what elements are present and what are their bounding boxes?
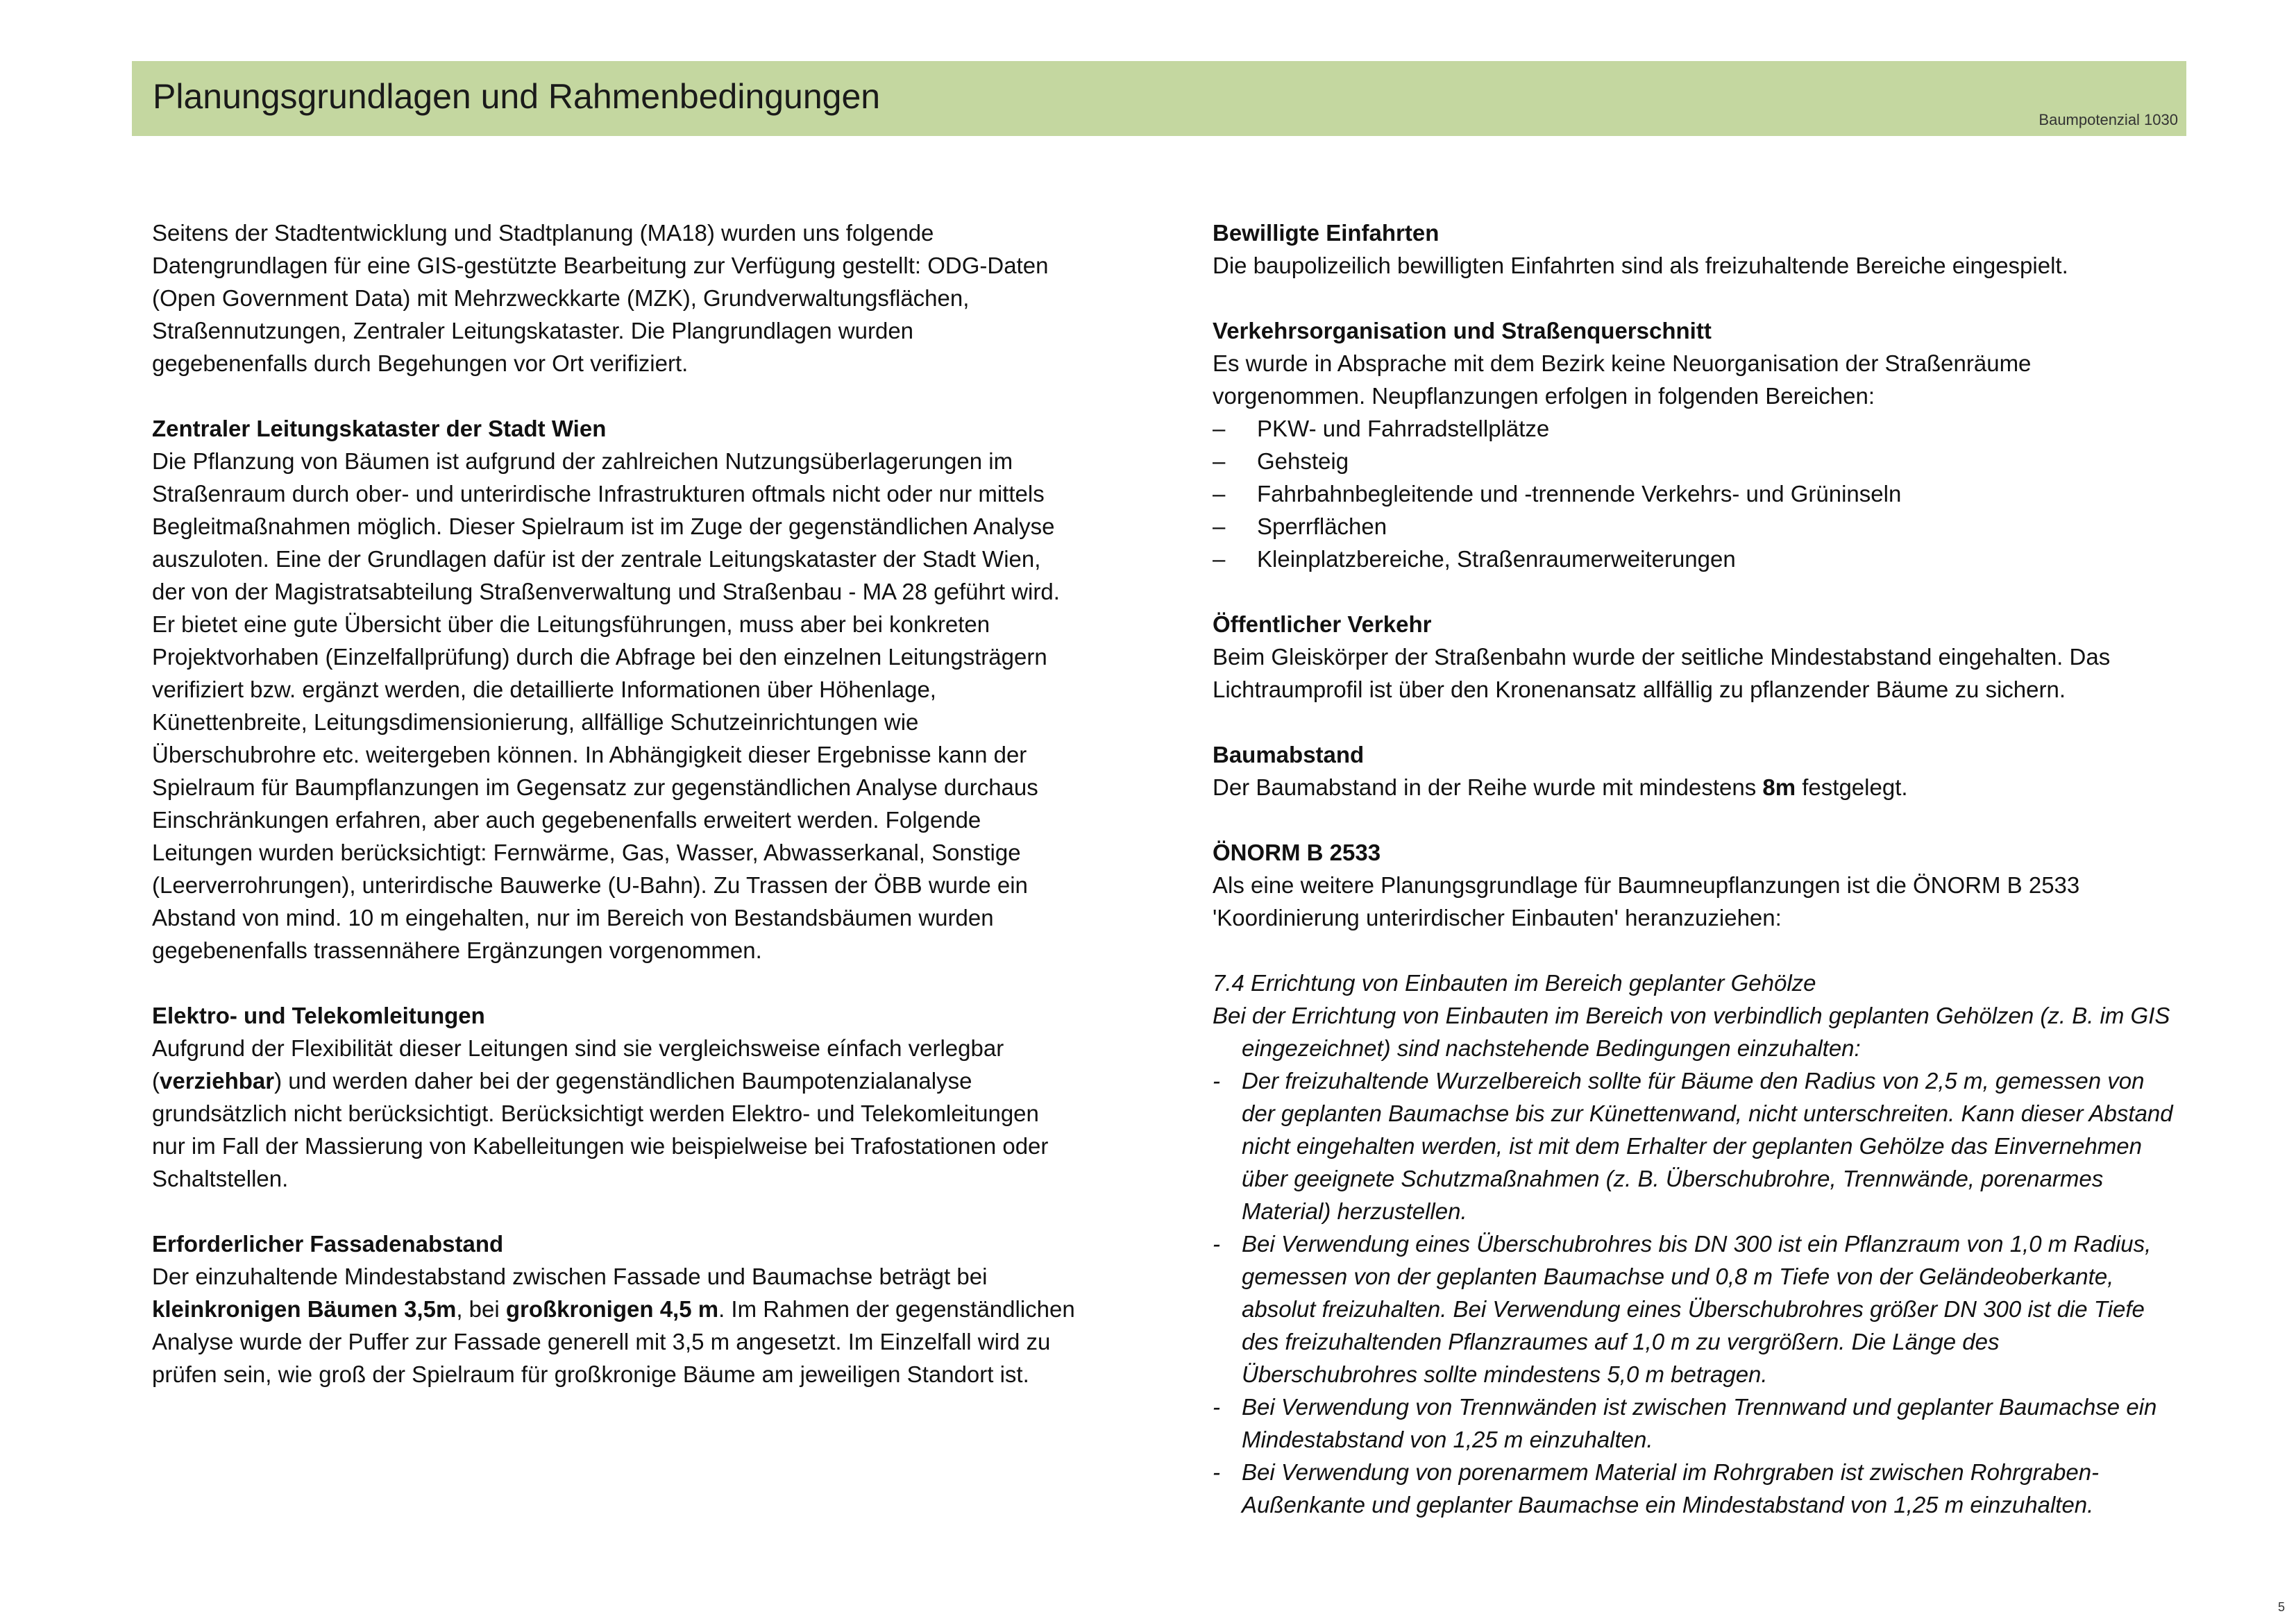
heading-fassadenabstand: Erforderlicher Fassadenabstand: [152, 1231, 504, 1257]
heading-oenorm: ÖNORM B 2533: [1213, 840, 1381, 865]
bold-grosskronig: großkronigen 4,5 m: [505, 1296, 719, 1322]
heading-oeffentlicher-verkehr: Öffentlicher Verkehr: [1213, 611, 1432, 637]
quote-item: - Bei Verwendung eines Überschubrohres bis DN 300 ist ein Pflanzraum von 1,0 m Radius, gemessen von der geplanten Baumachse und 0,8 m Tiefe von der Geländeoberkante, absolut freizuhalten. Bei Verwendung eines Überschubrohres größer DN 300 ist die Tiefe des freizuhaltenden Pflanzraumes auf 1,0 m zu vergrößern. Die Länge des Überschubrohres sollte mindestens 5,0 m betragen.: [1213, 1231, 2152, 1387]
quote-item: - Der freizuhaltende Wurzelbereich sollte für Bäume den Radius von 2,5 m, gemessen von der geplanten Baumachse bis zur Künettenwand, nicht unterschreiten. Kann dieser Abstand nicht eingehalten werden, ist mit dem Erhalter der geplanten Gehölze das Einvernehmen über geeignete Schutzmaßnahmen (z. B. Überschubrohre, Trennwände, porenarmes Material) herzustellen.: [1213, 1068, 2173, 1224]
quote-intro: Bei der Errichtung von Einbauten im Bereich von verbindlich geplanten Gehölzen (z. B. im GIS eingezeichnet) sind nachstehende Bedingungen einzuhalten:: [1213, 1003, 2170, 1061]
section-header: [132, 61, 2186, 136]
document-label: Baumpotenzial 1030: [2038, 111, 2178, 128]
quote-item: - Bei Verwendung von porenarmem Material im Rohrgraben ist zwischen Rohrgraben-Außenkante und geplanter Baumachse ein Mindestabstand von 1,25 m einzuhalten.: [1213, 1459, 2100, 1518]
page-title: Planungsgrundlagen und Rahmenbedingungen: [153, 77, 881, 116]
bold-kleinkronig: kleinkronigen Bäumen 3,5m: [152, 1296, 457, 1322]
paragraph-verkehrsorganisation: Es wurde in Absprache mit dem Bezirk keine Neuorganisation der Straßenräume vorgenommen. Neupflanzungen erfolgen in folgenden Bereichen:: [1213, 350, 2032, 409]
paragraph-leitungskataster: Die Pflanzung von Bäumen ist aufgrund der zahlreichen Nutzungsüberlagerungen im Straßenraum durch ober- und unterirdische Infrastrukturen oftmals nicht oder nur mittels Begleitmaßnahmen möglich. Dieser Spielraum ist im Zuge der gegenständlichen Analyse auszuloten. Eine der Grundlagen dafür ist der zentrale Leitungskataster der Stadt Wien, der von der Magistratsabteilung Straßenverwaltung und Straßenbau - MA 28 geführt wird. Er bietet eine gute Übersicht über die Leitungsführungen, muss aber bei konkreten Projektvorhaben (Einzelfallprüfung) durch die Abfrage bei den einzelnen Leitungsträgern verifiziert bzw. ergänzt werden, die detaillierte Informationen über Höhenlage, Künettenbreite, Leitungsdimensionierung, allfällige Schutzeinrichtungen wie Überschubrohre etc. weitergeben können. In Abhängigkeit dieser Ergebnisse kann der Spielraum für Baumpflanzungen im Gegensatz zur gegenständlichen Analyse durchaus Einschränkungen erfahren, aber auch gegebenenfalls erweitert werden. Folgende Leitungen wurden berücksichtigt: Fernwärme, Gas, Wasser, Abwasserkanal, Sonstige (Leerverrohrungen), unterirdische Bauwerke (U-Bahn). Zu Trassen der ÖBB wurde ein Abstand von mind. 10 m eingehalten, nur im Bereich von Bestandsbäumen wurden gegebenenfalls trassennähere Ergänzungen vorgenommen.: [152, 448, 1060, 963]
list-item: – Fahrbahnbegleitende und -trennende Verkehrs- und Grüninseln: [1213, 481, 1902, 507]
paragraph-einfahrten: Die baupolizeilich bewilligten Einfahrten sind als freizuhaltende Bereiche eingespielt.: [1213, 253, 2068, 278]
heading-baumabstand: Baumabstand: [1213, 742, 1365, 767]
heading-elektro-telekom: Elektro- und Telekomleitungen: [152, 1003, 485, 1028]
paragraph-fassadenabstand: Der einzuhaltende Mindestabstand zwischen Fassade und Baumachse beträgt bei kleinkronigen Bäumen 3,5m, bei großkronigen 4,5 m. Im Rahmen der gegenständlichen Analyse wurde der Puffer zur Fassade generell mit 3,5 m angesetzt. Im Einzelfall wird zu prüfen sein, wie groß der Spielraum für großkronige Bäume am jeweiligen Standort ist.: [152, 1264, 1075, 1387]
quote-title: 7.4 Errichtung von Einbauten im Bereich geplanter Gehölze: [1213, 970, 1816, 996]
list-item: – Sperrflächen: [1213, 513, 1387, 539]
bold-8m: 8m: [1762, 774, 1796, 800]
bold-verziehbar: verziehbar: [160, 1068, 275, 1094]
heading-leitungskataster: Zentraler Leitungskataster der Stadt Wien: [152, 416, 607, 441]
intro-paragraph: Seitens der Stadtentwicklung und Stadtplanung (MA18) wurden uns folgende Datengrundlagen für eine GIS-gestützte Bearbeitung zur Verfügung gestellt: ODG-Daten (Open Government Data) mit Mehrzweckkarte (MZK), Grundverwaltungsflächen, Straßennutzungen, Zentraler Leitungskataster. Die Plangrundlagen wurden gegebenenfalls durch Begehungen vor Ort verifiziert.: [152, 220, 1049, 376]
paragraph-oenorm: Als eine weitere Planungsgrundlage für Baumneupflanzungen ist die ÖNORM B 2533 'Koordinierung unterirdischer Einbauten' heranzuziehen:: [1213, 872, 2080, 931]
paragraph-elektro-telekom: Aufgrund der Flexibilität dieser Leitungen sind sie vergleichsweise eínfach verlegbar (verziehbar) und werden daher bei der gegenständlichen Baumpotenzialanalyse grundsätzlich nicht berücksichtigt. Berücksichtigt werden Elektro- und Telekomleitungen nur im Fall der Massierung von Kabelleitungen wie beispielweise bei Trafostationen oder Schaltstellen.: [152, 1035, 1049, 1191]
list-item: – Gehsteig: [1213, 448, 1349, 474]
list-item: – PKW- und Fahrradstellplätze: [1213, 416, 1550, 441]
list-item: – Kleinplatzbereiche, Straßenraumerweiterungen: [1213, 546, 1736, 572]
page-number: 5: [2277, 1600, 2285, 1614]
left-column: [152, 216, 1075, 1391]
right-column: [1213, 216, 2177, 1521]
heading-einfahrten: Bewilligte Einfahrten: [1213, 220, 1440, 246]
paragraph-oeffentlicher-verkehr: Beim Gleiskörper der Straßenbahn wurde der seitliche Mindestabstand eingehalten. Das Lichtraumprofil ist über den Kronenansatz allfällig zu pflanzender Bäume zu sichern.: [1213, 644, 2111, 702]
heading-verkehrsorganisation: Verkehrsorganisation und Straßenquerschnitt: [1213, 318, 1712, 343]
paragraph-baumabstand: Der Baumabstand in der Reihe wurde mit mindestens 8m festgelegt.: [1213, 774, 1908, 800]
quote-item: - Bei Verwendung von Trennwänden ist zwischen Trennwand und geplanter Baumachse ein Mindestabstand von 1,25 m einzuhalten.: [1213, 1394, 2157, 1452]
